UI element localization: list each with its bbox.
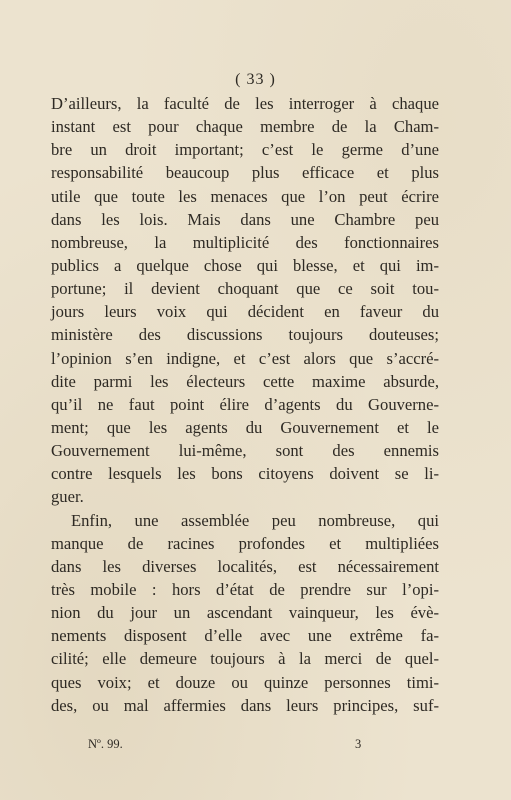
text-line: qu’il ne faut point élire d’agents du Gouverne- [51, 394, 439, 414]
text-line: manque de racines profondes et multipliées [51, 533, 439, 553]
text-line: portune; il devient choquant que ce soit tou- [51, 279, 439, 299]
text-line: nements disposent d’elle avec une extrême fa- [51, 626, 439, 646]
paragraph-start-line: Enfin, une assemblée peu nombreuse, qui [71, 510, 439, 530]
text-line: dans les lois. Mais dans une Chambre peu [51, 209, 439, 229]
text-line: l’opinion s’en indigne, et c’est alors que s’accré- [51, 348, 439, 368]
text-line: nombreuse, la multiplicité des fonctionnaires [51, 232, 439, 252]
text-line: dans les diverses localités, est nécessairement [51, 556, 439, 576]
text-line: ministère des discussions toujours douteuses; [51, 325, 439, 345]
text-line: ques voix; et douze ou quinze personnes timi- [51, 672, 439, 692]
text-line: jours leurs voix qui décident en faveur du [51, 302, 439, 322]
sheet-number: 3 [355, 737, 362, 751]
text-line: D’ailleurs, la faculté de les interroger à chaque [51, 94, 439, 113]
text-line: utile que toute les menaces que l’on peut écrire [51, 186, 439, 206]
paragraph-end-line: guer. [51, 487, 84, 507]
text-line: responsabilité beaucoup plus efficace et plus [51, 163, 439, 183]
body-text [51, 92, 439, 717]
page-number: ( 33 ) [235, 71, 276, 88]
text-line: dite parmi les électeurs cette maxime absurde, [51, 371, 439, 391]
text-line: publics a quelque chose qui blesse, et qui im- [51, 255, 439, 275]
text-line: instant est pour chaque membre de la Cham- [51, 117, 439, 137]
signature-mark: Nº. 99. [88, 737, 123, 751]
text-line: bre un droit important; c’est le germe d’une [51, 140, 439, 160]
text-line: très mobile : hors d’état de prendre sur l’opi- [51, 579, 439, 599]
text-line: Gouvernement lui-même, sont des ennemis [51, 441, 439, 461]
text-line: cilité; elle demeure toujours à la merci de quel- [51, 649, 439, 669]
text-line: ment; que les agents du Gouvernement et le [51, 417, 439, 437]
text-line: contre lesquels les bons citoyens doivent se li- [51, 464, 439, 484]
text-line: nion du jour un ascendant vainqueur, les évè- [51, 603, 439, 623]
page-footer [0, 737, 511, 755]
text-line: des, ou mal affermies dans leurs principes, suf- [51, 695, 439, 715]
